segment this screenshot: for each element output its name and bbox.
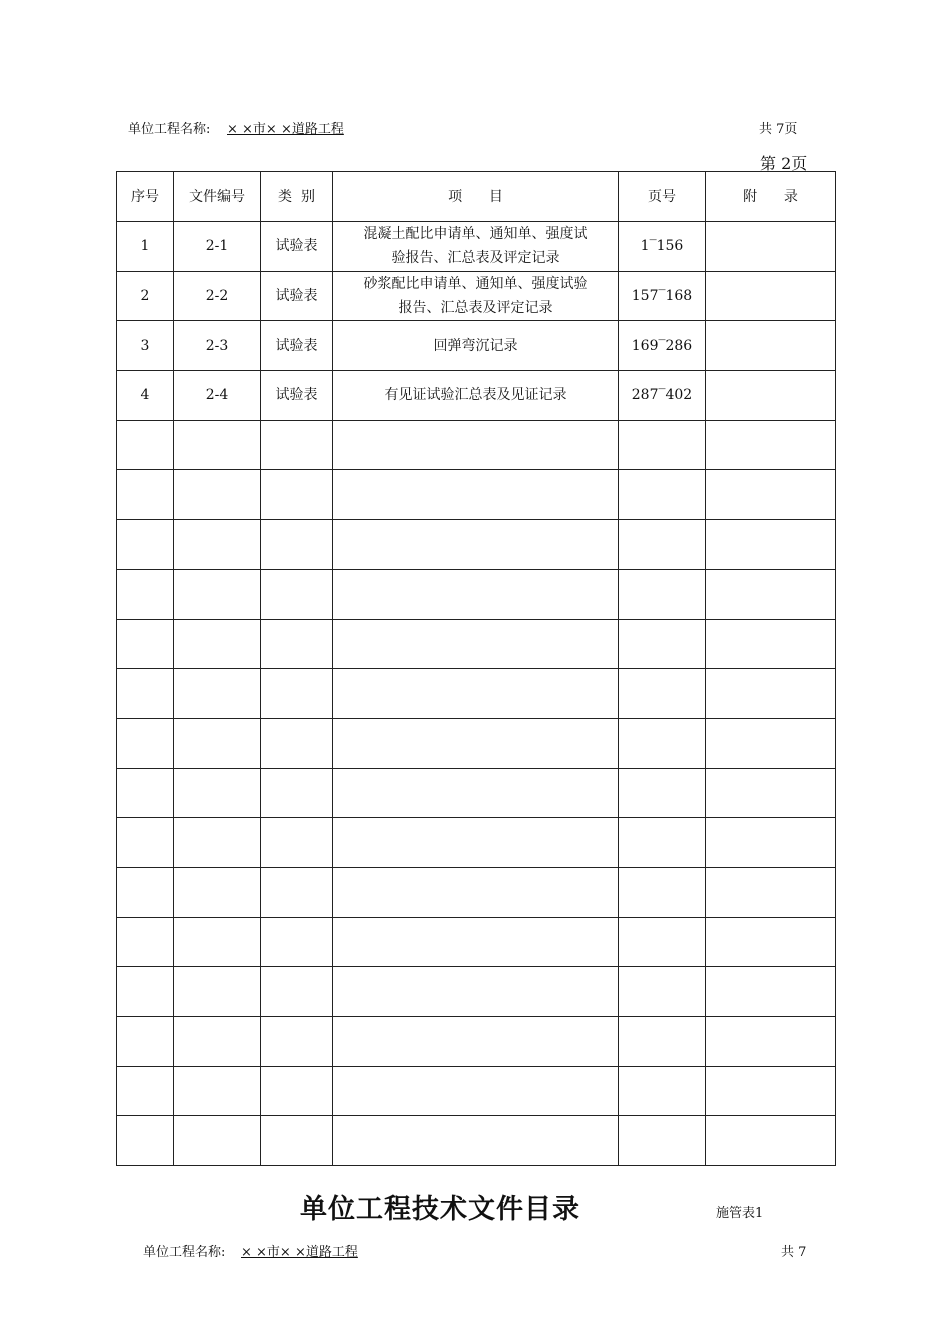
project-name-value-top: × ×市× ×道路工程 [227,122,344,137]
cell-item [333,669,619,719]
cell-category [261,470,333,520]
table-row-empty [117,818,836,868]
cell-code [174,768,261,818]
table-row [117,321,836,371]
table-row-empty [117,470,836,520]
column-header: 类 别 [261,172,333,222]
cell-item [333,520,619,570]
cell-no [117,520,174,570]
table-row-empty [117,867,836,917]
cell-pages: 169‾286 [619,321,706,371]
cell-appendix [706,470,836,520]
cell-code [174,818,261,868]
table-row-empty [117,420,836,470]
table-row-empty [117,718,836,768]
cell-no [117,917,174,967]
cell-item-line: 混凝土配比申请单、通知单、强度试 [363,226,588,243]
cell-pages [619,669,706,719]
cell-category [261,1066,333,1116]
project-name-label-bottom: 单位工程名称: [143,1245,226,1260]
cell-category: 试验表 [261,371,333,421]
cell-appendix [706,420,836,470]
cell-code [174,1017,261,1067]
cell-no [117,619,174,669]
cell-category [261,917,333,967]
column-header: 项 目 [333,172,619,222]
cell-pages [619,520,706,570]
cell-pages [619,718,706,768]
cell-pages [619,619,706,669]
cell-code [174,1116,261,1166]
document-title: 单位工程技术文件目录 [300,1194,580,1225]
table-row-empty [117,520,836,570]
cell-no [117,818,174,868]
cell-code: 2-4 [174,371,261,421]
cell-appendix [706,867,836,917]
cell-code: 2-3 [174,321,261,371]
cell-no: 2 [117,271,174,321]
table-row-empty [117,1116,836,1166]
catalog-table [116,171,836,1166]
cell-no [117,1017,174,1067]
form-code: 施管表1 [716,1206,764,1221]
table-row [117,222,836,272]
cell-item: 有见证试验汇总表及见证记录 [333,371,619,421]
cell-pages [619,569,706,619]
cell-item [333,718,619,768]
cell-item [333,1116,619,1166]
table-header-row [117,172,836,222]
cell-appendix [706,967,836,1017]
cell-item [333,420,619,470]
cell-no [117,420,174,470]
cell-no [117,867,174,917]
cell-appendix [706,321,836,371]
cell-appendix [706,520,836,570]
cell-item-line: 验报告、汇总表及评定记录 [391,250,560,267]
cell-pages [619,768,706,818]
cell-pages [619,420,706,470]
table-row-empty [117,917,836,967]
cell-category [261,718,333,768]
cell-category: 试验表 [261,222,333,272]
cell-pages [619,1116,706,1166]
cell-no [117,669,174,719]
cell-item [333,867,619,917]
current-page: 第 2页 [760,154,808,173]
cell-item [333,470,619,520]
table-row-empty [117,619,836,669]
table-row-empty [117,1066,836,1116]
project-name-value-bottom: × ×市× ×道路工程 [241,1245,358,1260]
cell-category [261,520,333,570]
cell-category [261,1017,333,1067]
cell-item [333,818,619,868]
cell-code: 2-2 [174,271,261,321]
cell-item: 回弹弯沉记录 [333,321,619,371]
cell-item [333,222,619,272]
table-row-empty [117,569,836,619]
cell-no: 3 [117,321,174,371]
cell-appendix [706,718,836,768]
cell-appendix [706,619,836,669]
cell-pages [619,818,706,868]
table-row-empty [117,669,836,719]
cell-appendix [706,371,836,421]
cell-appendix [706,1017,836,1067]
cell-no [117,1066,174,1116]
total-pages-top: 共 7页 [759,122,798,137]
cell-code [174,520,261,570]
table-row-empty [117,1017,836,1067]
cell-appendix [706,271,836,321]
cell-code [174,867,261,917]
cell-category [261,768,333,818]
cell-no [117,470,174,520]
cell-pages [619,917,706,967]
cell-item [333,1017,619,1067]
cell-code: 2-1 [174,222,261,272]
project-name-label-top: 单位工程名称: [128,122,211,137]
cell-item-line: 砂浆配比申请单、通知单、强度试验 [363,276,588,293]
cell-appendix [706,917,836,967]
cell-appendix [706,768,836,818]
cell-category [261,818,333,868]
column-header: 序号 [117,172,174,222]
cell-appendix [706,1066,836,1116]
cell-pages [619,867,706,917]
cell-code [174,718,261,768]
cell-item [333,768,619,818]
cell-appendix [706,222,836,272]
column-header: 文件编号 [174,172,261,222]
cell-category: 试验表 [261,271,333,321]
cell-pages [619,1066,706,1116]
cell-code [174,619,261,669]
cell-appendix [706,669,836,719]
cell-category [261,619,333,669]
cell-item [333,917,619,967]
cell-category [261,1116,333,1166]
cell-code [174,1066,261,1116]
cell-appendix [706,818,836,868]
cell-pages: 157‾168 [619,271,706,321]
table-row [117,271,836,321]
cell-no [117,569,174,619]
total-pages-bottom: 共 7 [781,1245,807,1260]
cell-pages [619,470,706,520]
table-row-empty [117,768,836,818]
column-header: 附 录 [706,172,836,222]
cell-no: 1 [117,222,174,272]
cell-item [333,271,619,321]
cell-item [333,619,619,669]
cell-no: 4 [117,371,174,421]
cell-item [333,569,619,619]
cell-code [174,967,261,1017]
cell-pages [619,1017,706,1067]
cell-code [174,669,261,719]
cell-no [117,768,174,818]
cell-item-line: 报告、汇总表及评定记录 [398,300,553,317]
cell-no [117,967,174,1017]
cell-item [333,1066,619,1116]
table-row-empty [117,967,836,1017]
cell-item [333,967,619,1017]
cell-category [261,569,333,619]
cell-category [261,420,333,470]
cell-pages: 287‾402 [619,371,706,421]
cell-code [174,420,261,470]
cell-category [261,669,333,719]
cell-pages: 1‾156 [619,222,706,272]
table-row [117,371,836,421]
column-header: 页号 [619,172,706,222]
cell-no [117,718,174,768]
cell-appendix [706,1116,836,1166]
cell-category [261,967,333,1017]
cell-pages [619,967,706,1017]
cell-code [174,917,261,967]
cell-no [117,1116,174,1166]
cell-code [174,470,261,520]
cell-category [261,867,333,917]
cell-code [174,569,261,619]
cell-appendix [706,569,836,619]
cell-category: 试验表 [261,321,333,371]
